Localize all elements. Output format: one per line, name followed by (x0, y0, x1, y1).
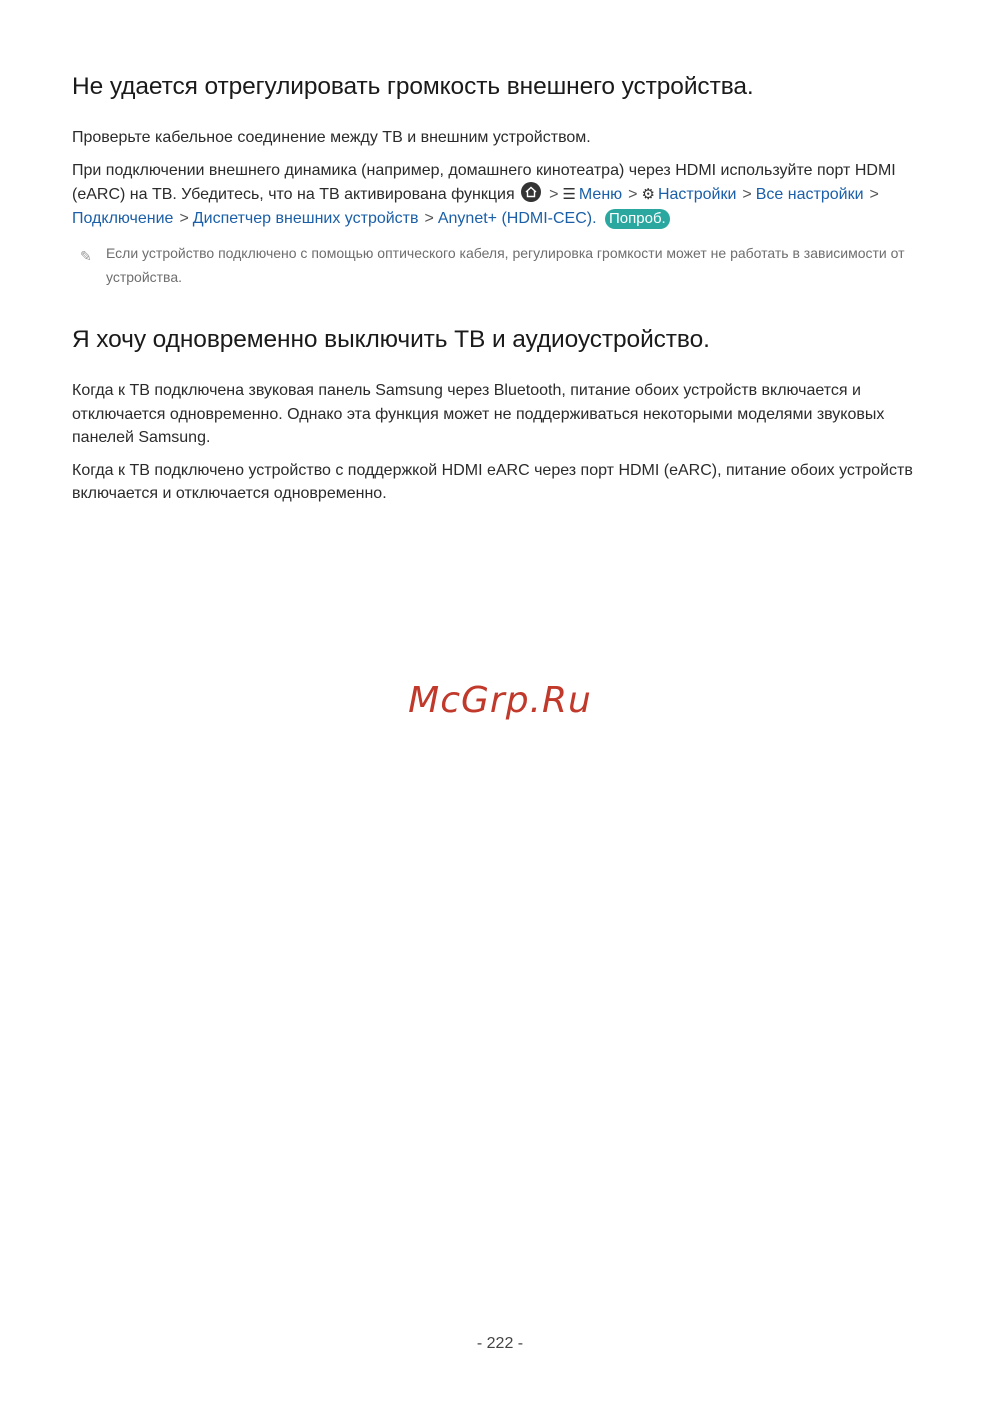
path-all-settings-link[interactable]: Все настройки (755, 186, 864, 203)
try-button[interactable]: Попроб. (605, 209, 670, 229)
chevron-right-icon: > (424, 209, 434, 227)
path-menu-link[interactable]: Меню (578, 186, 623, 203)
chevron-right-icon: > (628, 186, 638, 203)
path-device-manager-link[interactable]: Диспетчер внешних устройств (192, 209, 419, 227)
chevron-right-icon: > (179, 209, 189, 227)
paragraph-hdmi-earc: Когда к ТВ подключено устройство с поддержкой HDMI eARC через порт HDMI (eARC), питание обоих устройств включается и отключается одновременно. (72, 461, 913, 502)
path-connection-link[interactable]: Подключение (72, 209, 174, 227)
gear-icon: ⚙ (641, 186, 655, 203)
section-heading-power-off: Я хочу одновременно выключить ТВ и аудиоустройство. (72, 326, 710, 353)
paragraph-bluetooth-soundbar: Когда к ТВ подключена звуковая панель Samsung через Bluetooth, питание обоих устройств включается и отключается одновременно. Однако эта функция может не поддерживаться некоторыми моделями звуковых панелей Samsung. (72, 382, 885, 446)
paragraph-hdmi-instructions (72, 159, 932, 231)
page-content (72, 70, 932, 515)
note-text: Если устройство подключено с помощью оптического кабеля, регулировка громкости может не работать в зависимости от устройства. (106, 245, 905, 285)
menu-icon: ☰ (562, 186, 576, 203)
pencil-icon: ✎ (80, 248, 92, 264)
paragraph-check-cable: Проверьте кабельное соединение между ТВ и внешним устройством. (72, 129, 591, 146)
path-anynet-link[interactable]: Anynet+ (HDMI-CEC). (437, 209, 597, 227)
chevron-right-icon: > (549, 186, 559, 203)
hdmi-instructions-text: При подключении внешнего динамика (например, домашнего кинотеатра) через HDMI используйте порт HDMI (eARC) на ТВ. Убедитесь, что на ТВ активирована функция (72, 161, 896, 203)
section-heading-volume: Не удается отрегулировать громкость внешнего устройства. (72, 73, 754, 100)
chevron-right-icon: > (869, 186, 879, 203)
path-settings-link[interactable]: Настройки (657, 186, 737, 203)
home-icon (521, 182, 541, 202)
note-block (72, 242, 932, 289)
chevron-right-icon: > (742, 186, 752, 203)
page-number: - 222 - (476, 1335, 524, 1352)
watermark: McGrp.Ru (408, 680, 592, 721)
